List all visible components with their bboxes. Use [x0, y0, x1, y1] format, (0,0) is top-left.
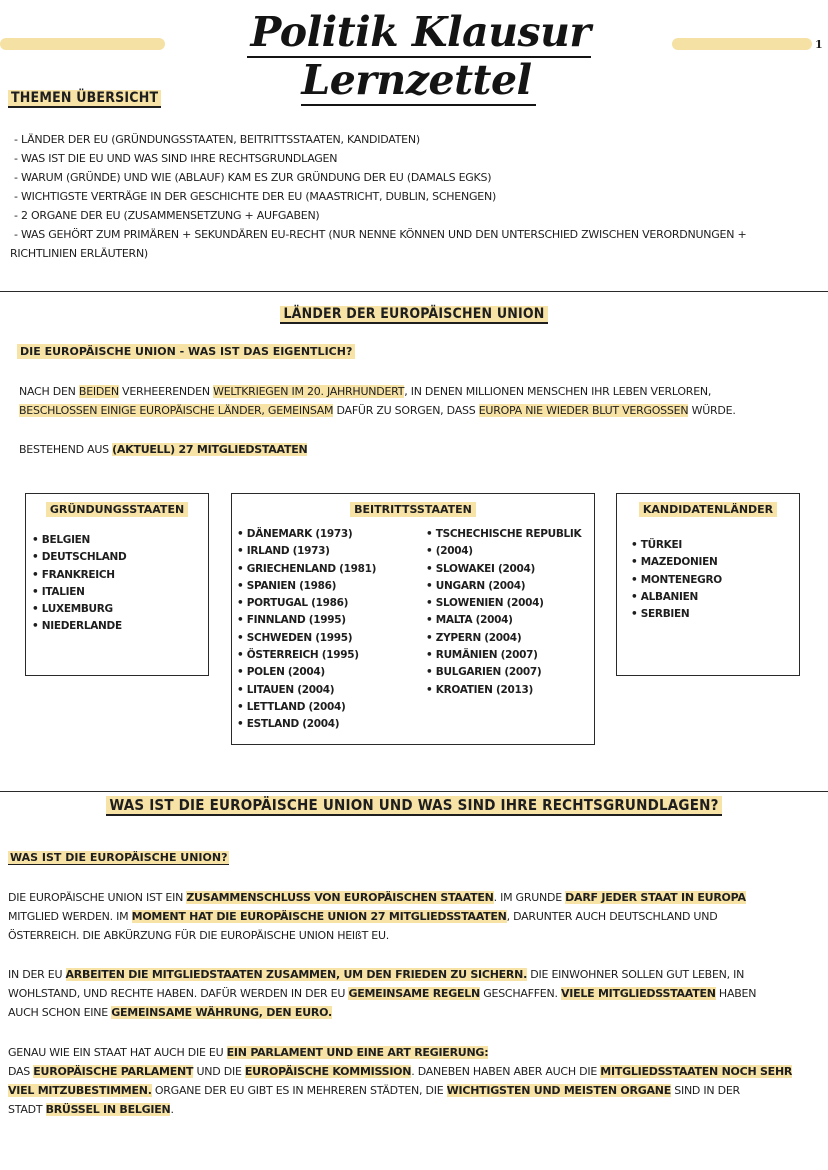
overview-item: - WICHTIGSTE VERTRÄGE IN DER GESCHICHTE DER EU (MAASTRICHT, DUBLIN, SCHENGEN) [14, 190, 496, 203]
list-item: • MAZEDONIEN [631, 554, 722, 571]
list-item: • FRANKREICH [32, 567, 126, 584]
list-item: • KROATIEN (2013) [426, 682, 581, 699]
list-item: • BULGARIEN (2007) [426, 664, 581, 681]
title-decoration-right [672, 38, 812, 50]
accession-states-list-2 [426, 526, 581, 699]
list-item: • TSCHECHISCHE REPUBLIK [426, 526, 581, 543]
title-decoration-left [0, 38, 165, 50]
founding-states-title: GRÜNDUNGSSTAATEN [25, 503, 209, 516]
overview-item: - LÄNDER DER EU (GRÜNDUNGSSTAATEN, BEITRITTSSTAATEN, KANDIDATEN) [14, 133, 420, 146]
overview-item: - 2 ORGANE DER EU (ZUSAMMENSETZUNG + AUFGABEN) [14, 209, 320, 222]
countries-paragraph: NACH DEN BEIDEN VERHEERENDEN WELTKRIEGEN IM 20. JAHRHUNDERT, IN DENEN MILLIONEN MENSCHEN IHR LEBEN VERLOREN, BESCHLOSSEN EINIGE EUROPÄISCHE LÄNDER, GEMEINSAM DAFÜR ZU SORGEN, DASS EUROPA NIE WIEDER BLUT VERGOSSEN WÜRDE. [19, 385, 736, 417]
countries-heading: LÄNDER DER EUROPÄISCHEN UNION [0, 306, 828, 322]
candidate-countries-title: KANDIDATENLÄNDER [616, 503, 800, 516]
eu-section-heading: WAS IST DIE EUROPÄISCHE UNION UND WAS SIND IHRE RECHTSGRUNDLAGEN? [0, 796, 828, 814]
list-item: • ALBANIEN [631, 589, 722, 606]
list-item: • NIEDERLANDE [32, 618, 126, 635]
list-item: • LETTLAND (2004) [237, 699, 376, 716]
list-item: • FINNLAND (1995) [237, 612, 376, 629]
list-item: • DÄNEMARK (1973) [237, 526, 376, 543]
accession-states-title: BEITRITTSSTAATEN [231, 503, 595, 516]
list-item: • TÜRKEI [631, 537, 722, 554]
list-item: • ÖSTERREICH (1995) [237, 647, 376, 664]
list-item: • LITAUEN (2004) [237, 682, 376, 699]
list-item: • ESTLAND (2004) [237, 716, 376, 733]
list-item: • BELGIEN [32, 532, 126, 549]
eu-paragraph-1: DIE EUROPÄISCHE UNION IST EIN ZUSAMMENSCHLUSS VON EUROPÄISCHEN STAATEN. IM GRUNDE DARF JEDER STAAT IN EUROPA MITGLIED WERDEN. IM MOMENT HAT DIE EUROPÄISCHE UNION 27 MITGLIEDSSTAATEN, DARUNTER AUCH DEUTSCHLAND UND ÖSTERREICH. DIE ABKÜRZUNG FÜR DIE EUROPÄISCHE UNION HEIßT EU. [8, 891, 746, 942]
page-number: 1 [815, 38, 823, 51]
list-item: • POLEN (2004) [237, 664, 376, 681]
candidate-countries-list [631, 537, 722, 623]
list-item: • SLOWENIEN (2004) [426, 595, 581, 612]
page-title: Politik Klausur Lernzettel [165, 8, 672, 104]
list-item: • MALTA (2004) [426, 612, 581, 629]
list-item: • SPANIEN (1986) [237, 578, 376, 595]
eu-paragraph-3: GENAU WIE EIN STAAT HAT AUCH DIE EU EIN PARLAMENT UND EINE ART REGIERUNG: DAS EUROPÄISCHE PARLAMENT UND DIE EUROPÄISCHE KOMMISSION. DANEBEN HABEN ABER AUCH DIE MITGLIEDSSTAATEN NOCH SEHR VIEL MITZUBESTIMMEN. ORGANE DER EU GIBT ES IN MEHREREN STÄDTEN, DIE WICHTIGSTEN UND MEISTEN ORGANE SIND IN DER STADT BRÜSSEL IN BELGIEN. [8, 1046, 793, 1116]
list-item: • PORTUGAL (1986) [237, 595, 376, 612]
member-count-text: BESTEHEND AUS (AKTUELL) 27 MITGLIEDSTAATEN [19, 443, 308, 456]
section-divider [0, 291, 828, 292]
overview-item: - WARUM (GRÜNDE) UND WIE (ABLAUF) KAM ES ZUR GRÜNDUNG DER EU (DAMALS EGKS) [14, 171, 492, 184]
list-item: • ZYPERN (2004) [426, 630, 581, 647]
eu-paragraph-2: IN DER EU ARBEITEN DIE MITGLIEDSTAATEN ZUSAMMEN, UM DEN FRIEDEN ZU SICHERN. DIE EINWOHNER SOLLEN GUT LEBEN, IN WOHLSTAND, UND RECHTE HABEN. DAFÜR WERDEN IN DER EU GEMEINSAME REGELN GESCHAFFEN. VIELE MITGLIEDSSTAATEN HABEN AUCH SCHON EINE GEMEINSAME WÄHRUNG, DEN EURO. [8, 968, 757, 1019]
overview-item: - WAS GEHÖRT ZUM PRIMÄREN + SEKUNDÄREN EU-RECHT (NUR NENNE KÖNNEN UND DEN UNTERSCHIED ZWISCHEN VERORDNUNGEN + [14, 228, 747, 241]
list-item: • IRLAND (1973) [237, 543, 376, 560]
list-item: • RUMÄNIEN (2007) [426, 647, 581, 664]
list-item: • SLOWAKEI (2004) [426, 561, 581, 578]
list-item-year: • (2004) [426, 543, 581, 560]
overview-item: RICHTLINIEN ERLÄUTERN) [10, 247, 148, 260]
list-item: • ITALIEN [32, 584, 126, 601]
list-item: • UNGARN (2004) [426, 578, 581, 595]
accession-states-list-1 [237, 526, 376, 734]
eu-section-subheading: WAS IST DIE EUROPÄISCHE UNION? [10, 851, 228, 864]
overview-heading: THEMEN ÜBERSICHT [8, 90, 161, 106]
list-item: • MONTENEGRO [631, 572, 722, 589]
founding-states-list [32, 532, 126, 636]
section-divider [0, 791, 828, 792]
list-item: • GRIECHENLAND (1981) [237, 561, 376, 578]
list-item: • DEUTSCHLAND [32, 549, 126, 566]
overview-item: - WAS IST DIE EU UND WAS SIND IHRE RECHTSGRUNDLAGEN [14, 152, 338, 165]
countries-subheading: DIE EUROPÄISCHE UNION - WAS IST DAS EIGENTLICH? [17, 345, 355, 358]
list-item: • LUXEMBURG [32, 601, 126, 618]
list-item: • SCHWEDEN (1995) [237, 630, 376, 647]
overview-list [10, 130, 747, 263]
list-item: • SERBIEN [631, 606, 722, 623]
